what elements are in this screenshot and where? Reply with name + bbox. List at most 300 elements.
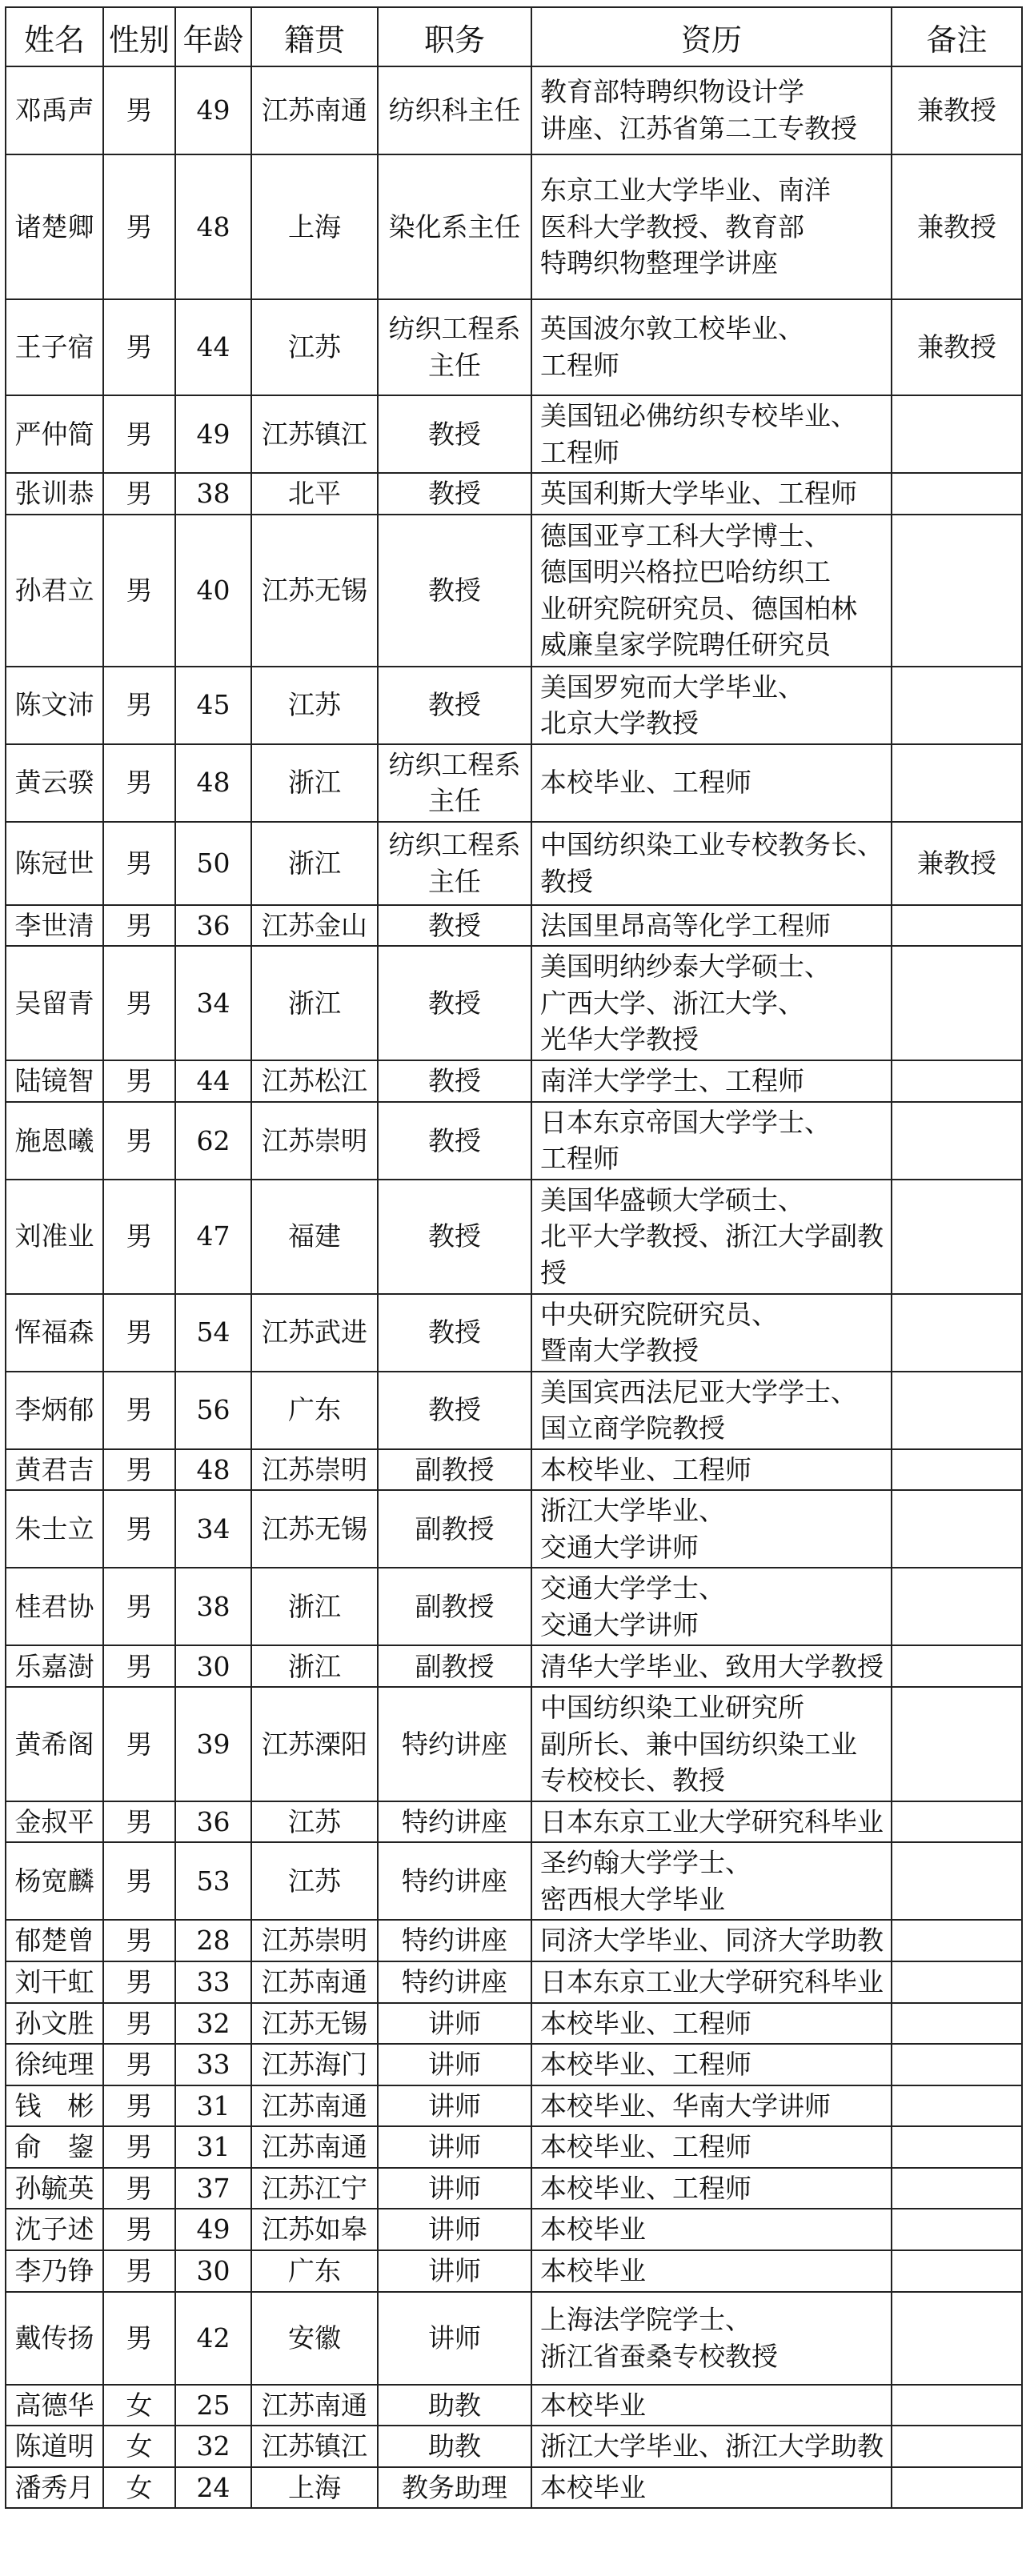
resume-line: 威廉皇家学院聘任研究员 <box>540 629 831 661</box>
cell-name: 俞 鋆 <box>6 2126 103 2168</box>
cell-gender: 男 <box>103 1060 175 1102</box>
cell-position <box>378 1449 531 1491</box>
position-line: 纺织工程系 <box>388 748 521 780</box>
cell-gender: 男 <box>103 1687 175 1801</box>
cell-origin: 江苏崇明 <box>251 1449 378 1491</box>
header-gender: 性别 <box>103 7 175 66</box>
position-line: 主任 <box>428 865 481 897</box>
cell-position <box>378 2085 531 2127</box>
position-line: 特约讲座 <box>402 1925 507 1957</box>
cell-gender: 男 <box>103 2250 175 2292</box>
cell-note <box>892 1645 1022 1687</box>
resume-line: 东京工业大学毕业、南洋 <box>540 174 831 206</box>
resume-line: 日本东京工业大学研究科毕业 <box>540 1966 884 1997</box>
cell-gender: 男 <box>103 66 175 154</box>
cell-note <box>892 1568 1022 1645</box>
resume-line: 交通大学讲师 <box>540 1608 699 1641</box>
cell-age: 31 <box>175 2085 251 2127</box>
cell-age: 36 <box>175 905 251 947</box>
cell-resume <box>531 515 892 667</box>
cell-note <box>892 2385 1022 2426</box>
cell-name: 高德华 <box>6 2385 103 2426</box>
table-row <box>6 395 1022 473</box>
cell-name: 严仲简 <box>6 395 103 473</box>
cell-note <box>892 2044 1022 2085</box>
cell-name: 施恩曦 <box>6 1102 103 1180</box>
resume-line: 密西根大学毕业 <box>540 1883 725 1915</box>
cell-origin: 江苏崇明 <box>251 1920 378 1961</box>
cell-name: 诸楚卿 <box>6 154 103 299</box>
cell-position <box>378 66 531 154</box>
cell-resume <box>531 1687 892 1801</box>
position-line: 纺织工程系 <box>388 829 521 861</box>
position-line: 副教授 <box>415 1512 495 1544</box>
cell-note <box>892 667 1022 744</box>
cell-note <box>892 2168 1022 2209</box>
cell-origin: 江苏江宁 <box>251 2168 378 2209</box>
cell-age: 38 <box>175 1568 251 1645</box>
resume-line: 业研究院研究员、德国柏林 <box>540 592 857 624</box>
cell-origin: 上海 <box>251 154 378 299</box>
cell-resume <box>531 1372 892 1449</box>
cell-gender: 男 <box>103 2168 175 2209</box>
cell-origin: 江苏崇明 <box>251 1102 378 1180</box>
resume-line: 本校毕业、工程师 <box>540 2049 751 2081</box>
cell-note <box>892 515 1022 667</box>
cell-origin: 江苏 <box>251 1801 378 1843</box>
header-origin: 籍贯 <box>251 7 378 66</box>
cell-name: 孙毓英 <box>6 2168 103 2209</box>
cell-name: 沈子述 <box>6 2209 103 2250</box>
cell-age: 24 <box>175 2467 251 2509</box>
cell-origin: 北平 <box>251 473 378 515</box>
cell-note <box>892 946 1022 1060</box>
page <box>5 6 1023 2509</box>
table-row <box>6 946 1022 1060</box>
cell-origin: 江苏金山 <box>251 905 378 947</box>
cell-position <box>378 2126 531 2168</box>
table-row <box>6 1687 1022 1801</box>
table-row <box>6 744 1022 822</box>
cell-age: 45 <box>175 667 251 744</box>
resume-line: 德国明兴格拉巴哈纺织工 <box>540 556 831 588</box>
cell-resume <box>531 667 892 744</box>
table-row <box>6 1842 1022 1920</box>
cell-gender: 男 <box>103 1180 175 1294</box>
cell-note: 兼教授 <box>892 66 1022 154</box>
cell-name: 陈冠世 <box>6 822 103 905</box>
cell-position <box>378 2168 531 2209</box>
position-line: 讲师 <box>428 2007 481 2039</box>
cell-note <box>892 1687 1022 1801</box>
resume-line: 浙江省蚕桑专校教授 <box>540 2340 778 2372</box>
cell-note <box>892 1060 1022 1102</box>
position-line: 讲师 <box>428 2131 481 2163</box>
cell-resume <box>531 154 892 299</box>
cell-age: 37 <box>175 2168 251 2209</box>
resume-line: 暨南大学教授 <box>540 1335 699 1367</box>
table-body <box>6 66 1022 2508</box>
cell-resume <box>531 395 892 473</box>
cell-age: 28 <box>175 1920 251 1961</box>
resume-line: 浙江大学毕业、 <box>540 1495 725 1527</box>
cell-resume <box>531 2003 892 2045</box>
cell-name: 黄云骙 <box>6 744 103 822</box>
resume-line: 讲座、江苏省第二工专教授 <box>540 113 857 144</box>
resume-line: 副所长、兼中国纺织染工业 <box>540 1728 857 1760</box>
cell-note <box>892 2292 1022 2385</box>
resume-line: 中央研究院研究员、 <box>540 1298 778 1330</box>
position-line: 教授 <box>428 1316 481 1348</box>
cell-gender: 男 <box>103 744 175 822</box>
cell-resume <box>531 1294 892 1372</box>
position-line: 特约讲座 <box>402 1805 507 1837</box>
cell-position <box>378 1490 531 1568</box>
cell-resume <box>531 299 892 395</box>
cell-position <box>378 395 531 473</box>
cell-name: 邓禹声 <box>6 66 103 154</box>
cell-name: 朱士立 <box>6 1490 103 1568</box>
cell-age: 31 <box>175 2126 251 2168</box>
cell-gender: 男 <box>103 1645 175 1687</box>
cell-resume <box>531 1645 892 1687</box>
resume-line: 法国里昂高等化学工程师 <box>540 909 831 941</box>
cell-name: 杨宽麟 <box>6 1842 103 1920</box>
cell-resume <box>531 1801 892 1843</box>
cell-age: 50 <box>175 822 251 905</box>
cell-note <box>892 744 1022 822</box>
cell-gender: 女 <box>103 2467 175 2509</box>
resume-line: 美国华盛顿大学硕士、 <box>540 1184 804 1216</box>
cell-age: 32 <box>175 2003 251 2045</box>
cell-origin: 江苏无锡 <box>251 2003 378 2045</box>
position-line: 教授 <box>428 1220 481 1252</box>
cell-origin: 江苏海门 <box>251 2044 378 2085</box>
cell-age: 56 <box>175 1372 251 1449</box>
cell-name: 孙文胜 <box>6 2003 103 2045</box>
cell-name: 乐嘉澍 <box>6 1645 103 1687</box>
cell-gender: 男 <box>103 2292 175 2385</box>
position-line: 副教授 <box>415 1650 495 1682</box>
cell-position <box>378 1687 531 1801</box>
header-row <box>6 7 1022 66</box>
resume-line: 中国纺织染工业专校教务长、 <box>540 829 884 861</box>
resume-line: 清华大学毕业、致用大学教授 <box>540 1650 884 1682</box>
cell-note <box>892 1180 1022 1294</box>
cell-resume <box>531 2085 892 2127</box>
table-row <box>6 905 1022 947</box>
cell-gender: 男 <box>103 515 175 667</box>
cell-age: 48 <box>175 154 251 299</box>
cell-age: 34 <box>175 1490 251 1568</box>
cell-age: 62 <box>175 1102 251 1180</box>
cell-age: 30 <box>175 2250 251 2292</box>
cell-note: 兼教授 <box>892 299 1022 395</box>
cell-position <box>378 2426 531 2467</box>
cell-age: 33 <box>175 2044 251 2085</box>
table-row <box>6 2044 1022 2085</box>
cell-age: 38 <box>175 473 251 515</box>
cell-note: 兼教授 <box>892 822 1022 905</box>
cell-note <box>892 2209 1022 2250</box>
table-row <box>6 1180 1022 1294</box>
header-position: 职务 <box>378 7 531 66</box>
cell-origin: 浙江 <box>251 1645 378 1687</box>
cell-note <box>892 1102 1022 1180</box>
cell-age: 32 <box>175 2426 251 2467</box>
cell-origin: 广东 <box>251 2250 378 2292</box>
cell-note <box>892 2250 1022 2292</box>
cell-gender: 男 <box>103 2126 175 2168</box>
cell-name: 王子宿 <box>6 299 103 395</box>
cell-name: 桂君协 <box>6 1568 103 1645</box>
cell-position <box>378 667 531 744</box>
position-line: 染化系主任 <box>388 210 521 242</box>
cell-name: 金叔平 <box>6 1801 103 1843</box>
resume-line: 本校毕业 <box>540 2213 646 2245</box>
resume-line: 特聘织物整理学讲座 <box>540 247 778 279</box>
table-row <box>6 2003 1022 2045</box>
position-line: 助教 <box>428 2430 481 2462</box>
cell-note <box>892 1449 1022 1491</box>
table-row <box>6 822 1022 905</box>
resume-line: 本校毕业、工程师 <box>540 2007 751 2039</box>
position-line: 主任 <box>428 350 481 381</box>
cell-note <box>892 1490 1022 1568</box>
cell-origin: 江苏 <box>251 1842 378 1920</box>
cell-origin: 江苏南通 <box>251 66 378 154</box>
cell-gender: 男 <box>103 905 175 947</box>
resume-line: 德国亚亨工科大学博士、 <box>540 519 831 551</box>
position-line: 主任 <box>428 785 481 817</box>
cell-name: 刘准业 <box>6 1180 103 1294</box>
cell-position <box>378 299 531 395</box>
cell-name: 张训恭 <box>6 473 103 515</box>
cell-gender: 男 <box>103 1294 175 1372</box>
table-row <box>6 1294 1022 1372</box>
cell-resume <box>531 1060 892 1102</box>
cell-position <box>378 1961 531 2003</box>
position-line: 教授 <box>428 987 481 1019</box>
position-line: 教授 <box>428 418 481 450</box>
resume-line: 本校毕业、工程师 <box>540 767 751 799</box>
cell-origin: 江苏溧阳 <box>251 1687 378 1801</box>
cell-name: 李世清 <box>6 905 103 947</box>
cell-name: 陈文沛 <box>6 667 103 744</box>
cell-age: 39 <box>175 1687 251 1801</box>
cell-resume <box>531 1180 892 1294</box>
table-row <box>6 2085 1022 2127</box>
cell-gender: 男 <box>103 473 175 515</box>
cell-age: 34 <box>175 946 251 1060</box>
cell-note <box>892 1961 1022 2003</box>
cell-age: 49 <box>175 66 251 154</box>
cell-gender: 男 <box>103 1449 175 1491</box>
resume-line: 交通大学学士、 <box>540 1572 725 1604</box>
resume-line: 英国利斯大学毕业、工程师 <box>540 478 857 510</box>
cell-position <box>378 822 531 905</box>
table-row <box>6 515 1022 667</box>
cell-name: 徐纯理 <box>6 2044 103 2085</box>
position-line: 教务助理 <box>402 2471 507 2503</box>
header-resume: 资历 <box>531 7 892 66</box>
position-line: 讲师 <box>428 2089 481 2121</box>
cell-origin: 江苏无锡 <box>251 515 378 667</box>
resume-line: 美国钮必佛纺织专校毕业、 <box>540 400 857 431</box>
cell-gender: 男 <box>103 1372 175 1449</box>
resume-line: 南洋大学学士、工程师 <box>540 1065 804 1097</box>
cell-note <box>892 2085 1022 2127</box>
resume-line: 美国宾西法尼亚大学学士、 <box>540 1376 857 1408</box>
cell-gender: 男 <box>103 299 175 395</box>
cell-position <box>378 1645 531 1687</box>
resume-line: 教育部特聘织物设计学 <box>540 76 804 108</box>
cell-origin: 江苏无锡 <box>251 1490 378 1568</box>
cell-age: 40 <box>175 515 251 667</box>
resume-line: 上海法学院学士、 <box>540 2304 751 2336</box>
table-row <box>6 1801 1022 1843</box>
header-age: 年龄 <box>175 7 251 66</box>
resume-line: 工程师 <box>540 1143 619 1175</box>
position-line: 教授 <box>428 909 481 941</box>
cell-age: 53 <box>175 1842 251 1920</box>
table-row <box>6 1920 1022 1961</box>
resume-line: 本校毕业、工程师 <box>540 1453 751 1485</box>
resume-line: 广西大学、浙江大学、 <box>540 987 804 1019</box>
position-line: 特约讲座 <box>402 1865 507 1897</box>
cell-gender: 男 <box>103 1102 175 1180</box>
cell-position <box>378 946 531 1060</box>
cell-origin: 广东 <box>251 1372 378 1449</box>
resume-line: 光华大学教授 <box>540 1024 699 1056</box>
cell-age: 54 <box>175 1294 251 1372</box>
cell-position <box>378 2385 531 2426</box>
resume-line: 美国罗宛而大学毕业、 <box>540 671 804 703</box>
position-line: 教授 <box>428 1394 481 1426</box>
cell-gender: 男 <box>103 1961 175 2003</box>
position-line: 讲师 <box>428 2049 481 2081</box>
table-row <box>6 2250 1022 2292</box>
cell-position <box>378 1060 531 1102</box>
cell-position <box>378 515 531 667</box>
position-line: 教授 <box>428 689 481 721</box>
cell-origin: 浙江 <box>251 822 378 905</box>
resume-line: 专校校长、教授 <box>540 1765 725 1797</box>
resume-line: 本校毕业、工程师 <box>540 2131 751 2163</box>
cell-resume <box>531 2044 892 2085</box>
cell-resume <box>531 473 892 515</box>
cell-name: 吴留青 <box>6 946 103 1060</box>
cell-resume <box>531 2426 892 2467</box>
cell-resume <box>531 2209 892 2250</box>
cell-position <box>378 2250 531 2292</box>
resume-line: 本校毕业 <box>540 2389 646 2421</box>
cell-age: 30 <box>175 1645 251 1687</box>
cell-position <box>378 1842 531 1920</box>
cell-note <box>892 1294 1022 1372</box>
cell-gender: 男 <box>103 154 175 299</box>
resume-line: 工程师 <box>540 436 619 468</box>
cell-name: 李乃铮 <box>6 2250 103 2292</box>
cell-name: 陆镜智 <box>6 1060 103 1102</box>
cell-resume <box>531 2292 892 2385</box>
table-row <box>6 2385 1022 2426</box>
table-row <box>6 1060 1022 1102</box>
position-line: 教授 <box>428 1124 481 1156</box>
cell-name: 李炳郁 <box>6 1372 103 1449</box>
cell-resume <box>531 2250 892 2292</box>
position-line: 讲师 <box>428 2213 481 2245</box>
cell-resume <box>531 66 892 154</box>
cell-resume <box>531 2168 892 2209</box>
position-line: 教授 <box>428 478 481 510</box>
cell-gender: 女 <box>103 2385 175 2426</box>
cell-origin: 江苏武进 <box>251 1294 378 1372</box>
resume-line: 北京大学教授 <box>540 707 699 739</box>
position-line: 讲师 <box>428 2255 481 2287</box>
cell-resume <box>531 1102 892 1180</box>
cell-position <box>378 1294 531 1372</box>
cell-gender: 男 <box>103 822 175 905</box>
cell-note <box>892 2426 1022 2467</box>
cell-age: 36 <box>175 1801 251 1843</box>
cell-gender: 男 <box>103 1490 175 1568</box>
cell-position <box>378 2044 531 2085</box>
resume-line: 北平大学教授、浙江大学副教授 <box>540 1220 884 1288</box>
cell-origin: 江苏南通 <box>251 2085 378 2127</box>
table-row <box>6 1645 1022 1687</box>
resume-line: 圣约翰大学学士、 <box>540 1847 751 1879</box>
cell-resume <box>531 905 892 947</box>
cell-age: 49 <box>175 395 251 473</box>
cell-origin: 江苏南通 <box>251 1961 378 2003</box>
cell-note <box>892 2467 1022 2509</box>
cell-age: 48 <box>175 744 251 822</box>
cell-origin: 江苏镇江 <box>251 395 378 473</box>
cell-position <box>378 1801 531 1843</box>
position-line: 副教授 <box>415 1590 495 1622</box>
cell-resume <box>531 2385 892 2426</box>
cell-resume <box>531 744 892 822</box>
cell-name: 钱 彬 <box>6 2085 103 2127</box>
table-row <box>6 1372 1022 1449</box>
cell-gender: 男 <box>103 2085 175 2127</box>
cell-name: 黄希阁 <box>6 1687 103 1801</box>
cell-origin: 安徽 <box>251 2292 378 2385</box>
cell-origin: 江苏 <box>251 299 378 395</box>
cell-position <box>378 1180 531 1294</box>
cell-name: 孙君立 <box>6 515 103 667</box>
cell-gender: 男 <box>103 1920 175 1961</box>
staff-table <box>5 6 1023 2509</box>
cell-resume <box>531 2126 892 2168</box>
cell-note: 兼教授 <box>892 154 1022 299</box>
resume-line: 教授 <box>540 865 593 897</box>
cell-gender: 男 <box>103 395 175 473</box>
cell-note <box>892 395 1022 473</box>
table-row <box>6 1102 1022 1180</box>
position-line: 讲师 <box>428 2322 481 2354</box>
cell-name: 陈道明 <box>6 2426 103 2467</box>
position-line: 特约讲座 <box>402 1966 507 1997</box>
cell-position <box>378 1568 531 1645</box>
position-line: 助教 <box>428 2389 481 2421</box>
cell-gender: 男 <box>103 667 175 744</box>
cell-origin: 浙江 <box>251 946 378 1060</box>
cell-gender: 男 <box>103 946 175 1060</box>
cell-origin: 江苏 <box>251 667 378 744</box>
resume-line: 本校毕业、工程师 <box>540 2172 751 2204</box>
